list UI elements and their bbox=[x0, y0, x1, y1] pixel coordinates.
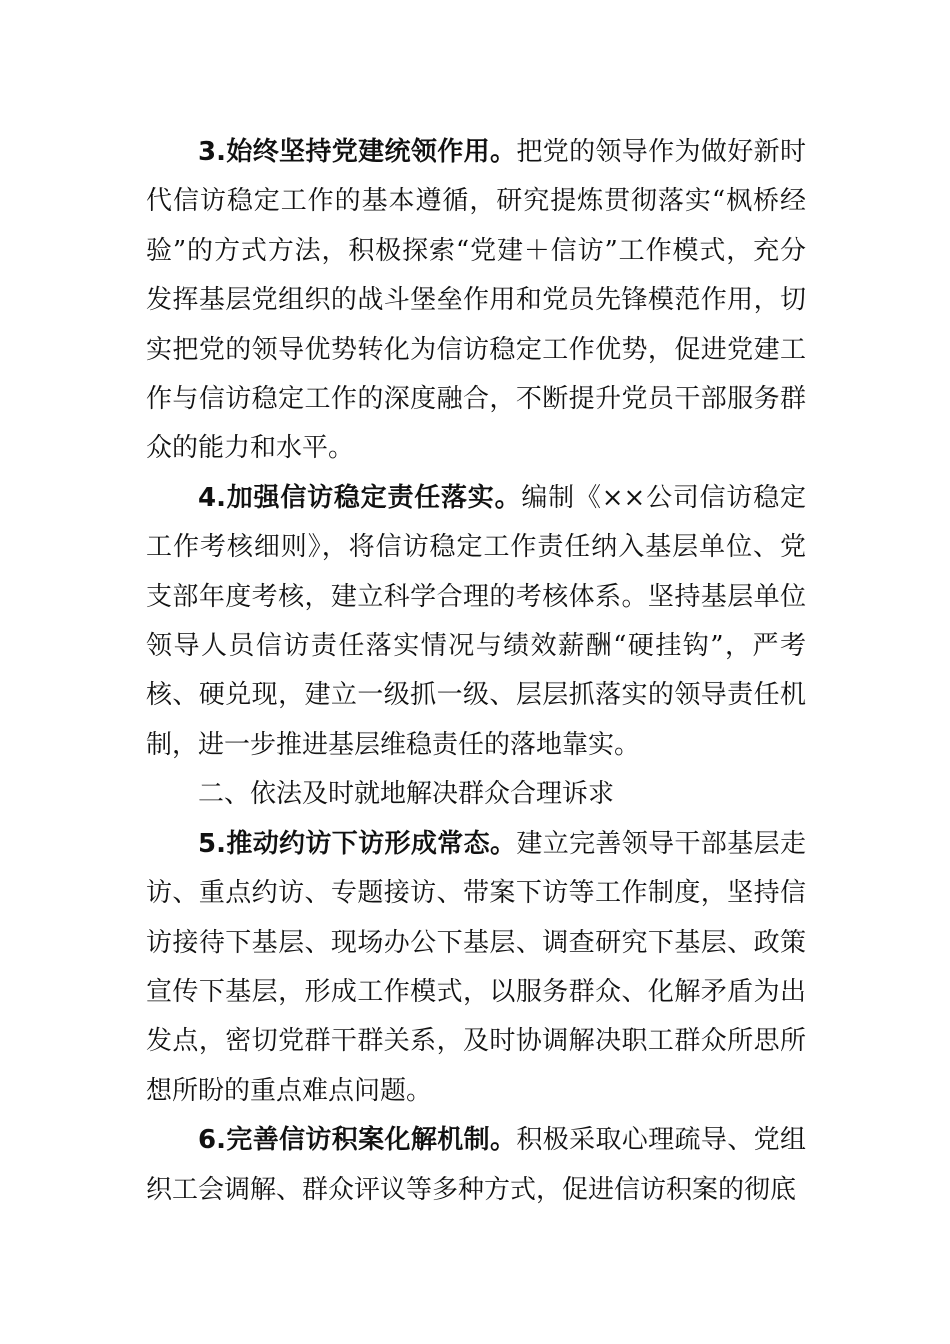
paragraph-4-lead: 4.加强信访稳定责任落实。 bbox=[198, 482, 522, 513]
paragraph-3 bbox=[146, 128, 806, 474]
paragraph-3-lead: 3.始终坚持党建统领作用。 bbox=[198, 137, 517, 167]
paragraph-6-lead: 6.完善信访积案化解机制。 bbox=[198, 1125, 517, 1156]
paragraph-5-lead: 5.推动约访下访形成常态。 bbox=[198, 828, 517, 859]
paragraph-5-text: 建立完善领导干部基层走访、重点约访、专题接访、带案下访等工作制度，坚持信访接待下基层、现场办公下基层、调查研究下基层、政策宣传下基层，形成工作模式，以服务群众、化解矛盾为出发点，密切党群干群关系，及时协调解决职工群众所思所想所盼的重点难点问题。 bbox=[146, 828, 806, 1106]
paragraph-5 bbox=[146, 820, 806, 1116]
paragraph-6-text: 积极采取心理疏导、党组织工会调解、群众评议等多种方式，促进信访积案的彻底 bbox=[146, 1125, 806, 1205]
paragraph-4 bbox=[146, 474, 806, 770]
document-body bbox=[146, 128, 806, 1215]
paragraph-6 bbox=[146, 1116, 806, 1215]
paragraph-3-text: 把党的领导作为做好新时代信访稳定工作的基本遵循，研究提炼贯彻落实“枫桥经验”的方式方法，积极探索“党建＋信访”工作模式，充分发挥基层党组织的战斗堡垒作用和党员先锋模范作用，切实把党的领导优势转化为信访稳定工作优势，促进党建工作与信访稳定工作的深度融合，不断提升党员干部服务群众的能力和水平。 bbox=[146, 137, 806, 464]
paragraph-4-text: 编制《××公司信访稳定工作考核细则》，将信访稳定工作责任纳入基层单位、党支部年度考核，建立科学合理的考核体系。坚持基层单位领导人员信访责任落实情况与绩效薪酬“硬挂钩”，严考核、硬兑现，建立一级抓一级、层层抓落实的领导责任机制，进一步推进基层维稳责任的落地靠实。 bbox=[146, 482, 806, 760]
section-heading: 二、依法及时就地解决群众合理诉求 bbox=[198, 779, 615, 810]
